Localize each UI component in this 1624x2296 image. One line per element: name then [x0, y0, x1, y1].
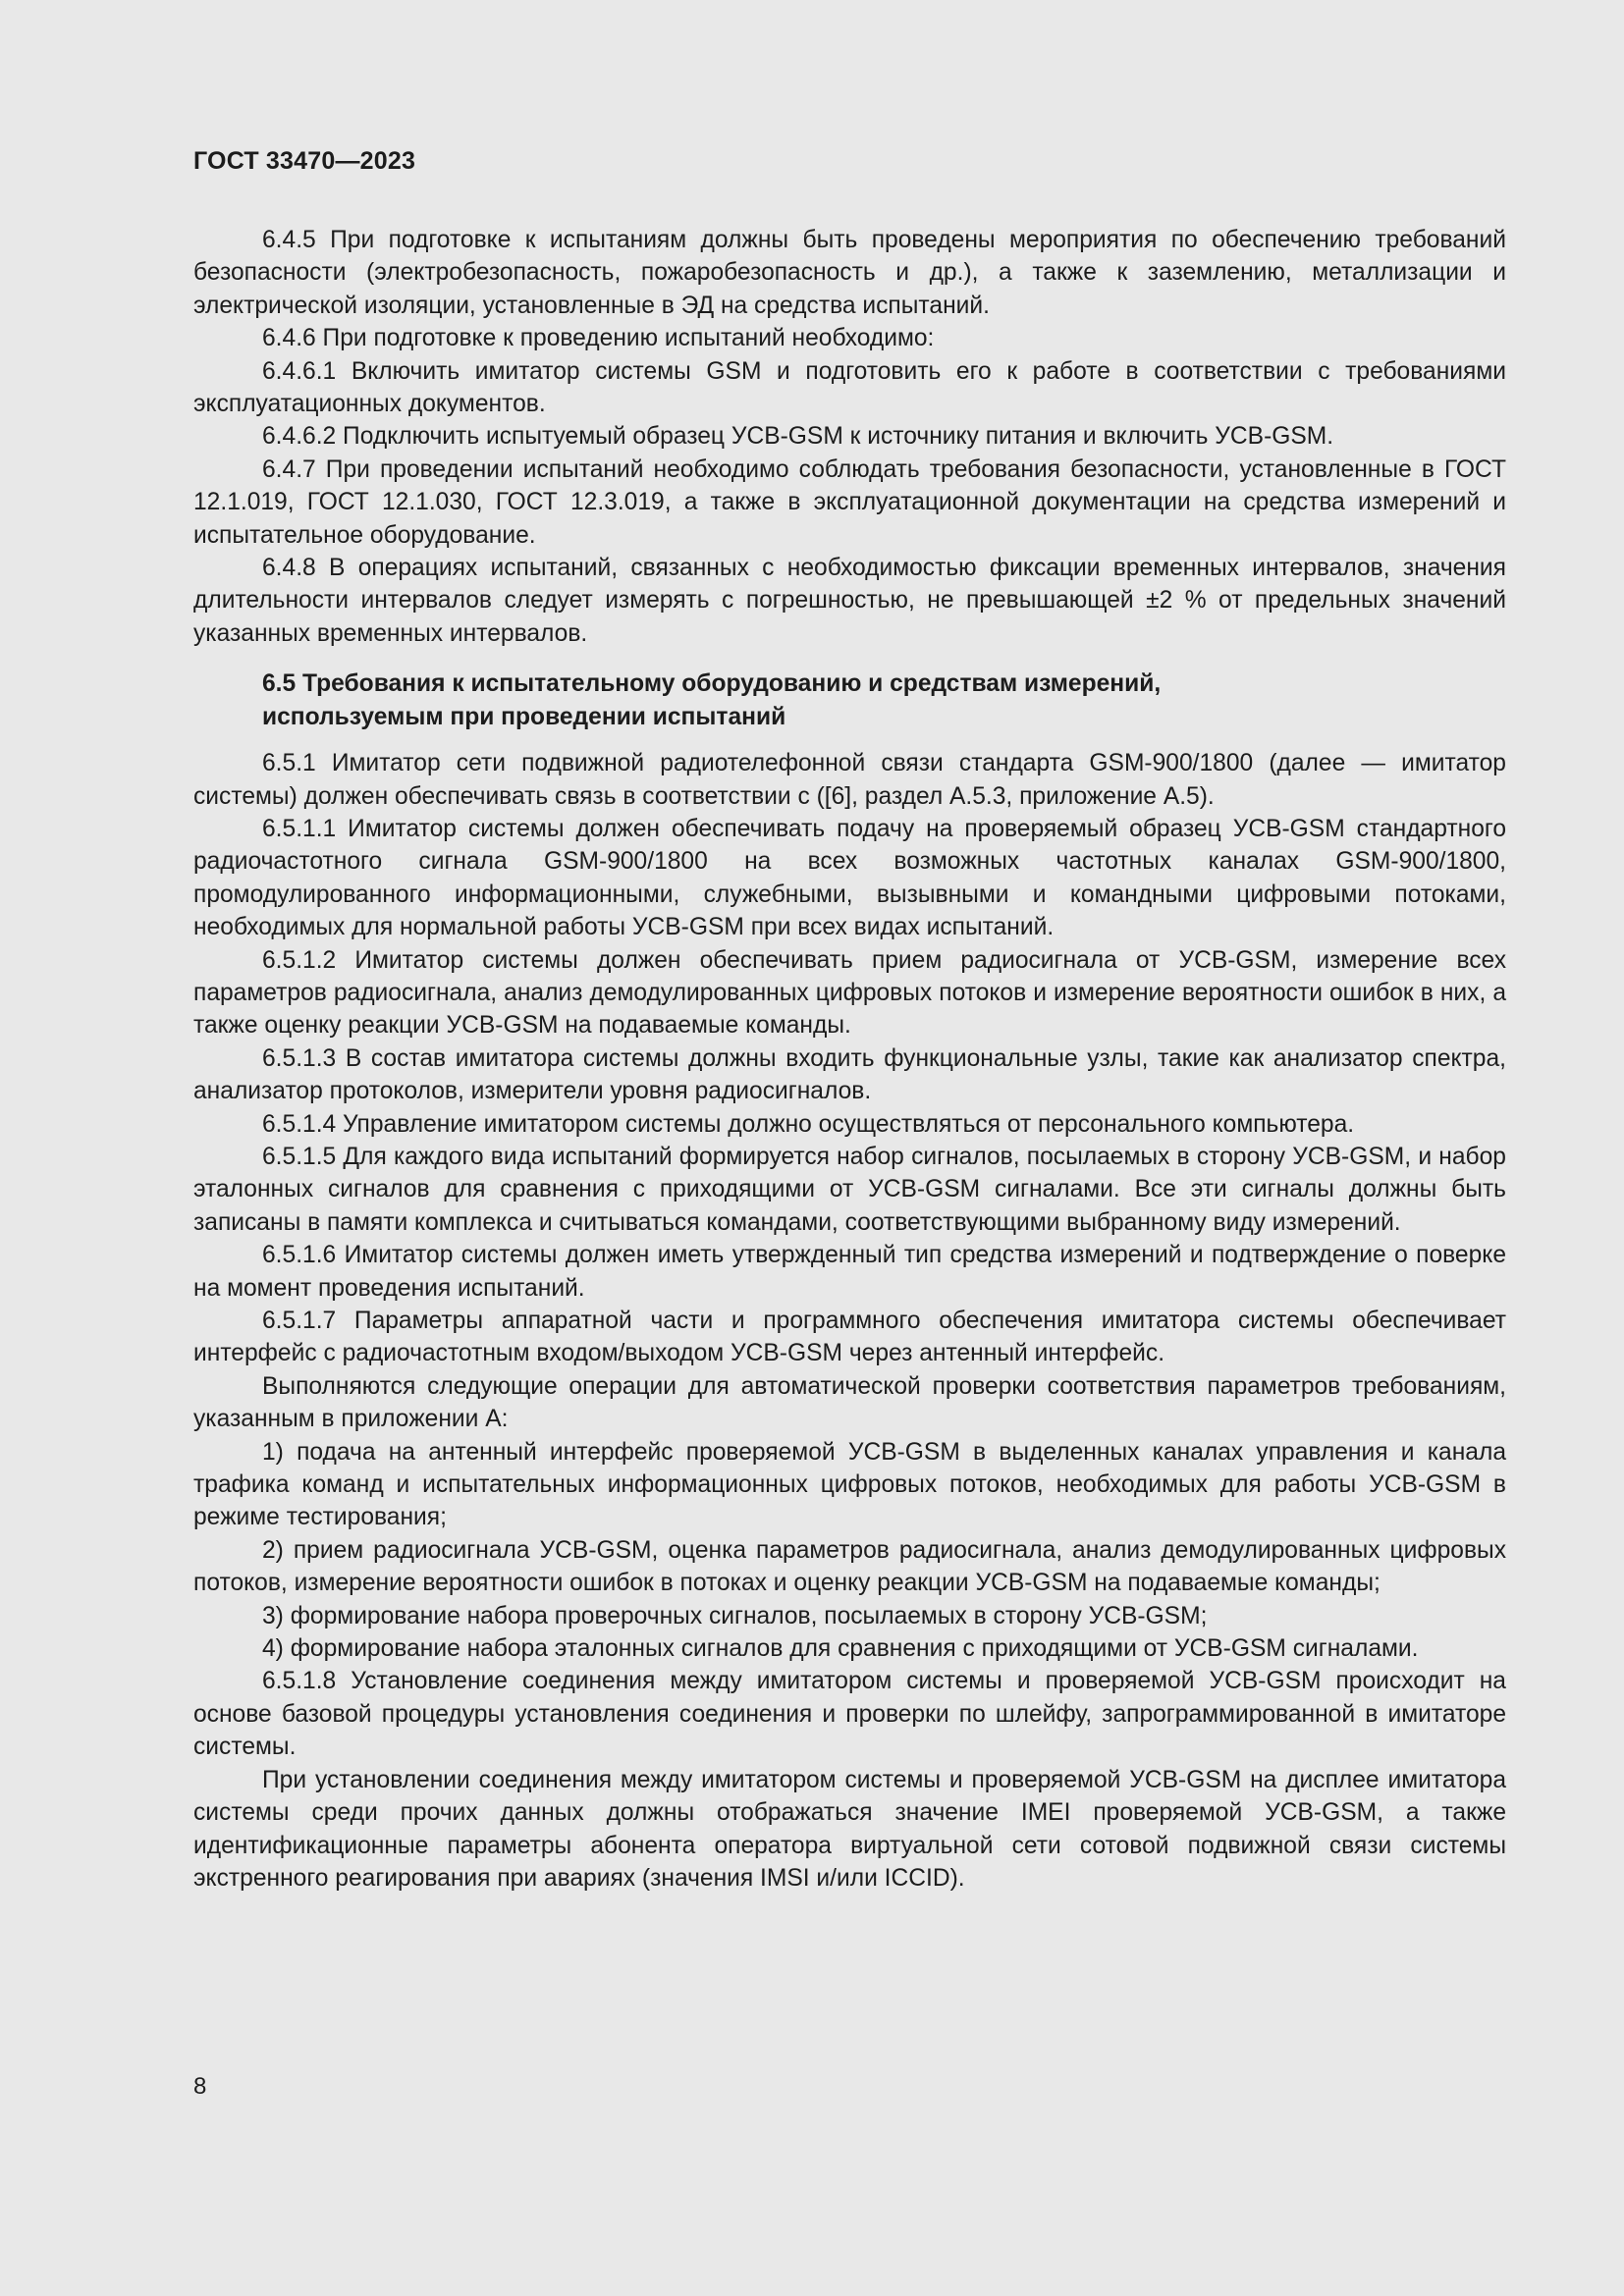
list-item-3: 3) формирование набора проверочных сигналов, посылаемых в сторону УСВ-GSM;: [262, 1602, 1208, 1629]
paragraph-6-4-7: 6.4.7 При проведении испытаний необходимо соблюдать требования безопасности, установленные в ГОСТ 12.1.019, ГОСТ 12.1.030, ГОСТ 12.3.019, а также в эксплуатационной документации на средства измерений и испытательное оборудование.: [193, 455, 1506, 549]
document-body: [193, 224, 1506, 1895]
paragraph-6-5-1-3: 6.5.1.3 В состав имитатора системы должны входить функциональные узлы, такие как анализатор спектра, анализатор протоколов, измерители уровня радиосигналов.: [193, 1044, 1506, 1105]
list-item-2: 2) прием радиосигнала УСВ-GSM, оценка параметров радиосигнала, анализ демодулированных цифровых потоков, измерение вероятности ошибок в потоках и оценку реакции УСВ-GSM на подаваемые команды;: [193, 1536, 1506, 1597]
document-header: ГОСТ 33470—2023: [193, 147, 416, 175]
list-item-4: 4) формирование набора эталонных сигналов для сравнения с приходящими от УСВ-GSM сигналами.: [262, 1635, 1419, 1663]
paragraph-6-4-5: 6.4.5 При подготовке к испытаниям должны быть проведены мероприятия по обеспечению требований безопасности (электробезопасность, пожаробезопасность и др.), а также к заземлению, металлизации и электрической изоляции, установленные в ЭД на средства испытаний.: [193, 227, 1506, 319]
page-number: 8: [193, 2073, 207, 2100]
paragraph-6-5-1-5: 6.5.1.5 Для каждого вида испытаний формируется набор сигналов, посылаемых в сторону УСВ-GSM, и набор эталонных сигналов для сравнения с приходящими от УСВ-GSM сигналами. Все эти сигналы должны быть записаны в памяти комплекса и считываться командами, соответствующими выбранному виду измерений.: [193, 1143, 1506, 1236]
paragraph-6-5-1: 6.5.1 Имитатор сети подвижной радиотелефонной связи стандарта GSM-900/1800 (далее — имитатор системы) должен обеспечивать связь в соответствии с ([6], раздел А.5.3, приложение А.5).: [193, 750, 1506, 810]
paragraph-6-5-1-4: 6.5.1.4 Управление имитатором системы должно осуществляться от персонального компьютера.: [262, 1110, 1355, 1138]
section-heading-line-1: 6.5 Требования к испытательному оборудованию и средствам измерений,: [262, 670, 1162, 698]
paragraph-6-5-1-8: 6.5.1.8 Установление соединения между имитатором системы и проверяемой УСВ-GSM происходит на основе базовой процедуры установления соединения и проверки по шлейфу, запрограммированной в имитаторе системы.: [193, 1668, 1506, 1761]
paragraph-6-4-8: 6.4.8 В операциях испытаний, связанных с необходимостью фиксации временных интервалов, значения длительности интервалов следует измерять с погрешностью, не превышающей ±2 % от предельных значений указанных временных интервалов.: [193, 555, 1506, 647]
paragraph-6-5-1-2: 6.5.1.2 Имитатор системы должен обеспечивать прием радиосигнала от УСВ-GSM, измерение всех параметров радиосигнала, анализ демодулированных цифровых потоков и измерение вероятности ошибок в них, а также оценку реакции УСВ-GSM на подаваемые команды.: [193, 946, 1506, 1040]
paragraph-operations-intro: Выполняются следующие операции для автоматической проверки соответствия параметров требованиям, указанным в приложении А:: [193, 1372, 1506, 1433]
paragraph-6-4-6-2: 6.4.6.2 Подключить испытуемый образец УСВ-GSM к источнику питания и включить УСВ-GSM.: [262, 423, 1334, 451]
paragraph-6-4-6: 6.4.6 При подготовке к проведению испытаний необходимо:: [262, 325, 935, 352]
section-heading-6-5: [262, 667, 1342, 733]
paragraph-6-5-1-1: 6.5.1.1 Имитатор системы должен обеспечивать подачу на проверяемый образец УСВ-GSM стандартного радиочастотного сигнала GSM-900/1800 на всех возможных частотных каналах GSM-900/1800, промодулированного информационными, служебными, вызывными и командными цифровыми потоками, необходимых для нормальной работы УСВ-GSM при всех видах испытаний.: [193, 815, 1506, 941]
paragraph-6-4-6-1: 6.4.6.1 Включить имитатор системы GSM и подготовить его к работе в соответствии с требованиями эксплуатационных документов.: [193, 357, 1506, 418]
paragraph-connection-display: При установлении соединения между имитатором системы и проверяемой УСВ-GSM на дисплее имитатора системы среди прочих данных должны отображаться значение IMEI проверяемой УСВ-GSM, а также идентификационные параметры абонента оператора виртуальной сети сотовой подвижной связи системы экстренного реагирования при авариях (значения IMSI и/или ICCID).: [193, 1766, 1506, 1892]
paragraph-6-5-1-6: 6.5.1.6 Имитатор системы должен иметь утвержденный тип средства измерений и подтверждение о поверке на момент проведения испытаний.: [193, 1242, 1506, 1302]
list-item-1: 1) подача на антенный интерфейс проверяемой УСВ-GSM в выделенных каналах управления и канала трафика команд и испытательных информационных цифровых потоков, необходимых для работы УСВ-GSM в режиме тестирования;: [193, 1438, 1506, 1531]
section-heading-line-2: используемым при проведении испытаний: [262, 703, 786, 730]
paragraph-6-5-1-7: 6.5.1.7 Параметры аппаратной части и программного обеспечения имитатора системы обеспечивает интерфейс с радиочастотным входом/выходом УСВ-GSM через антенный интерфейс.: [193, 1308, 1506, 1367]
